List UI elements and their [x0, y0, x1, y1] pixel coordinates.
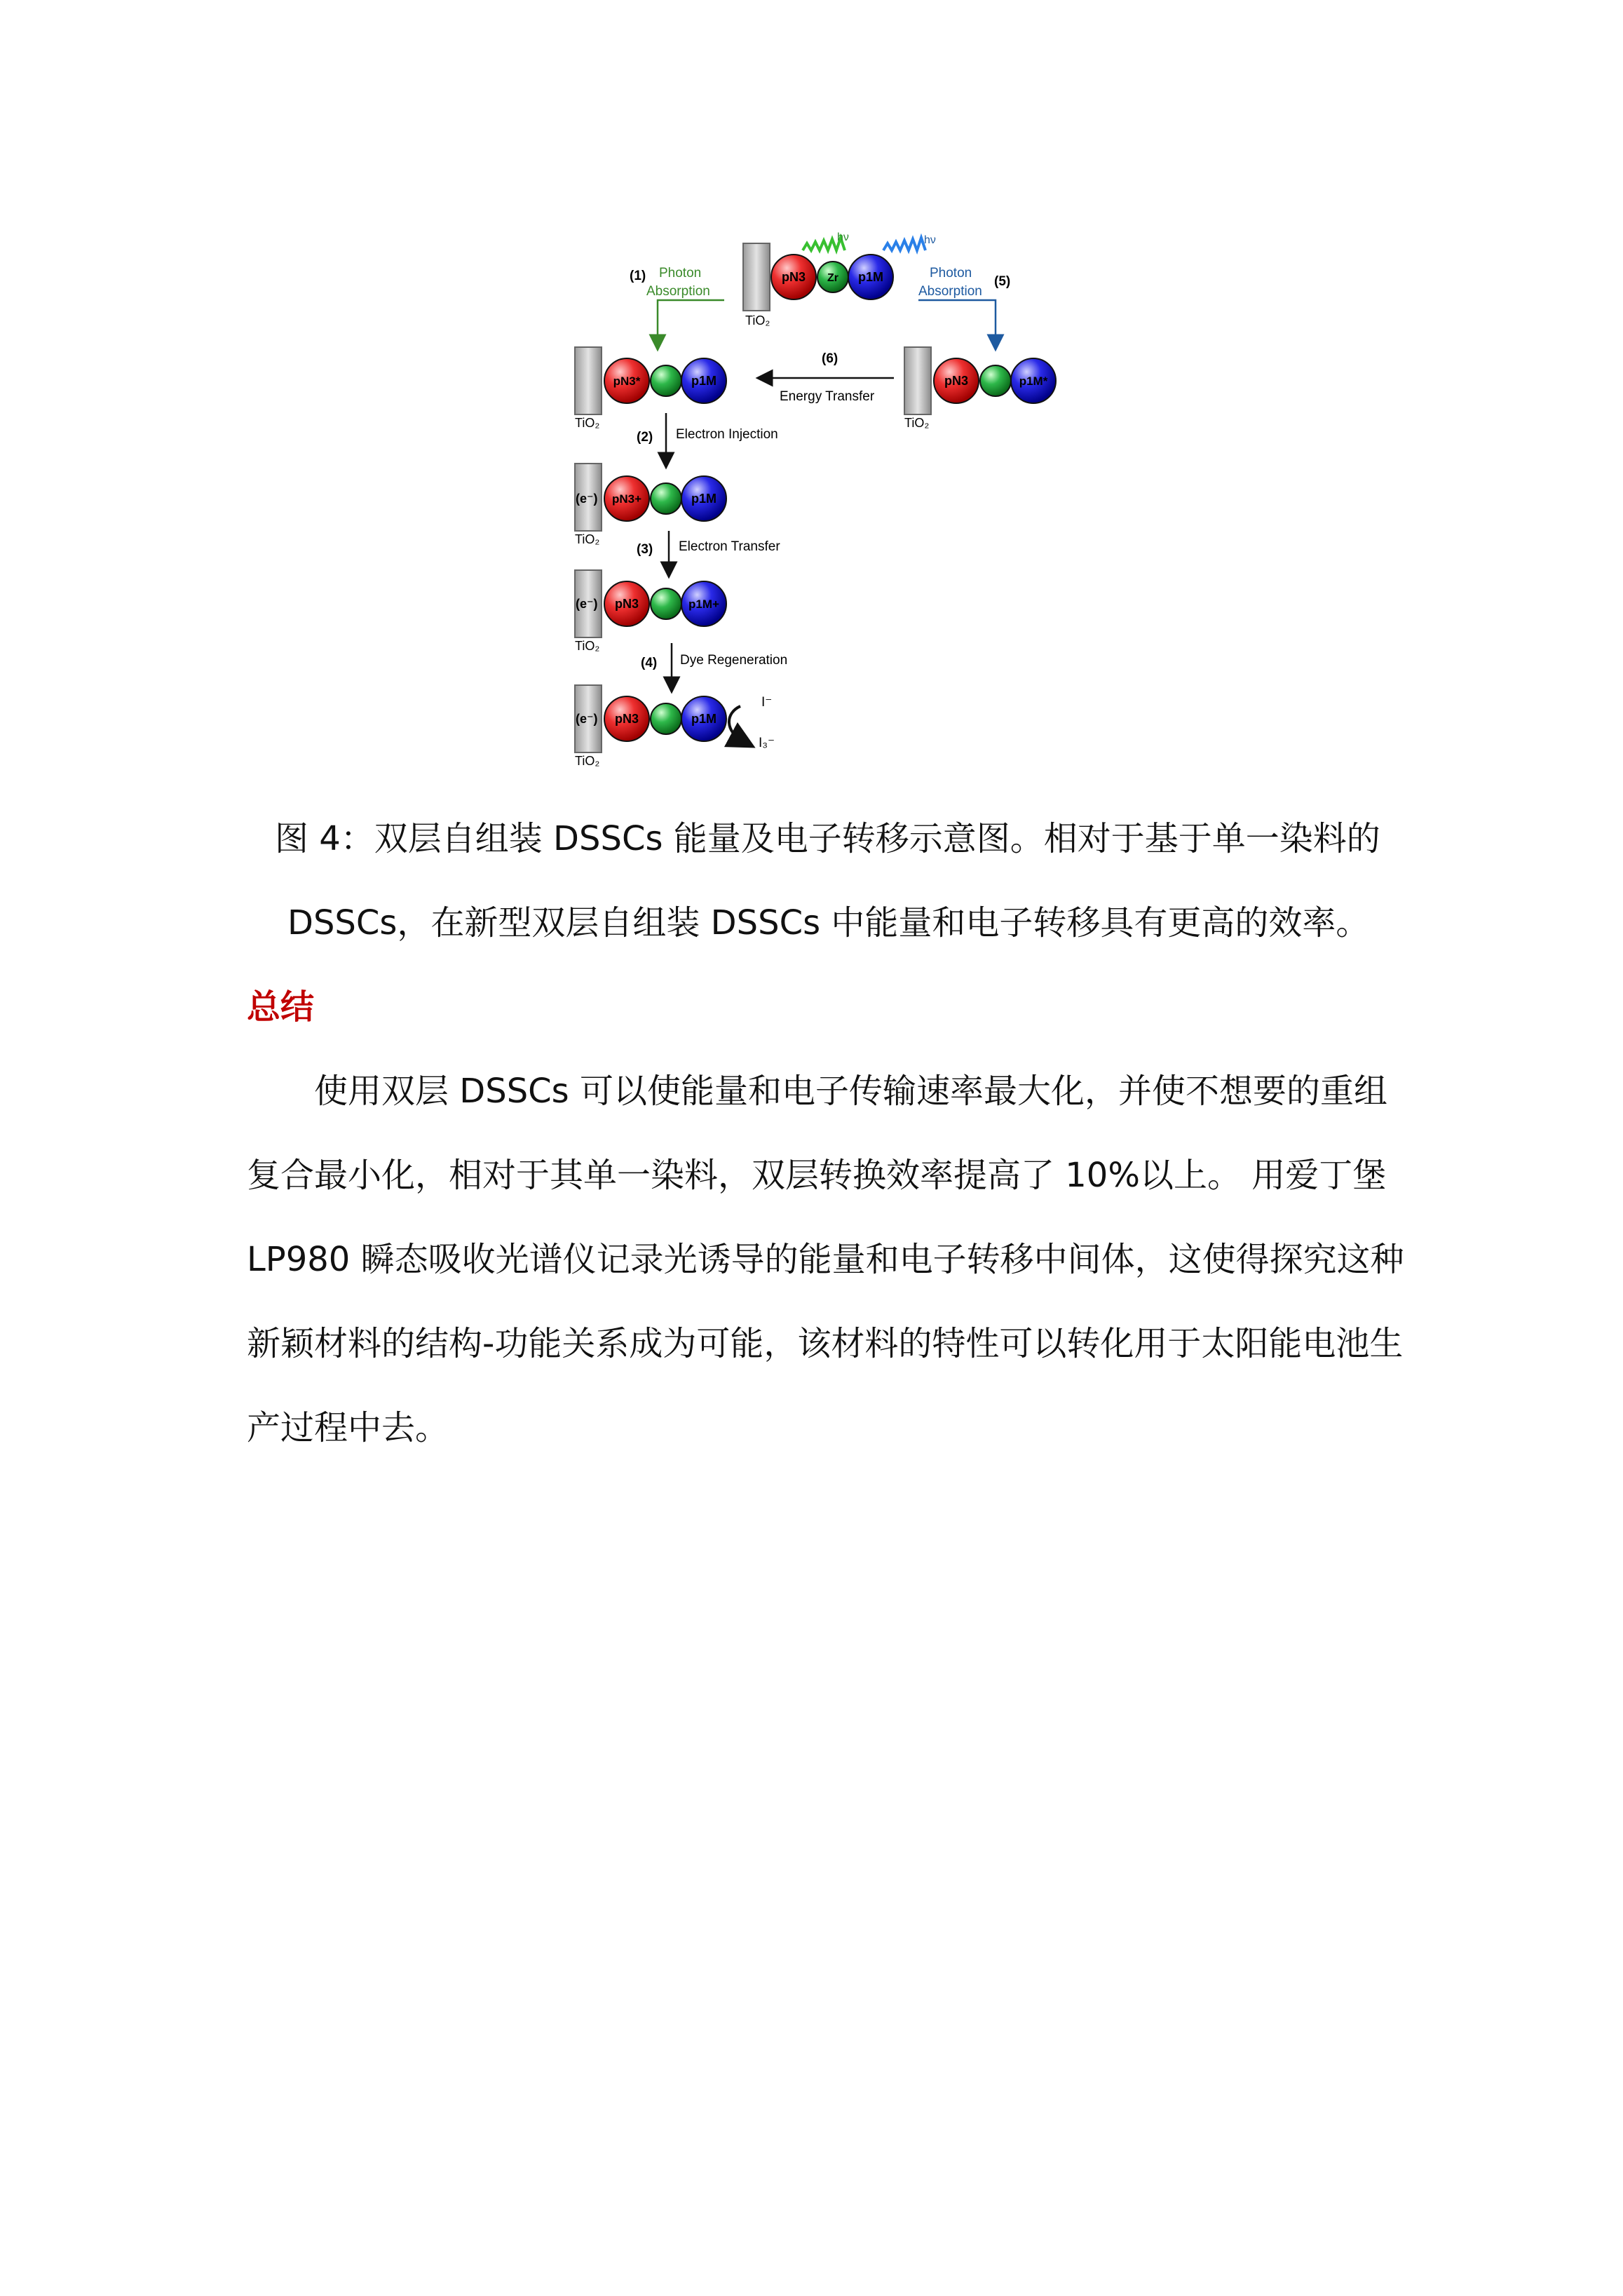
step6-number: (6) — [822, 351, 838, 366]
step4-text: Dye Regeneration — [680, 653, 788, 668]
regenerated-assembly — [575, 685, 775, 768]
pn3-star-label: pN3* — [613, 374, 641, 388]
p1m-plus-label: p1M+ — [688, 597, 719, 611]
tio2-slab — [743, 243, 770, 311]
step3-text: Electron Transfer — [679, 539, 780, 554]
iodide-label: I⁻ — [761, 695, 773, 710]
pn3-label: pN3 — [614, 712, 639, 726]
step5-arrow — [918, 300, 996, 343]
tio2-slab — [575, 347, 602, 414]
figure-caption-line-1: 图 4：双层自组装 DSSCs 能量及电子转移示意图。相对于基于单一染料的 — [275, 819, 1380, 858]
step4-number: (4) — [641, 656, 658, 670]
step6-text: Energy Transfer — [780, 389, 875, 404]
p1m-label: p1M — [691, 374, 717, 388]
step1-arrow — [658, 300, 724, 343]
step5-text-b: Absorption — [918, 284, 982, 299]
tio2-label: TiO₂ — [575, 416, 600, 430]
p1m-label: p1M — [858, 270, 883, 284]
excited-pn3-assembly — [575, 347, 726, 430]
tio2-label: TiO₂ — [575, 639, 600, 653]
regeneration-curved-arrow — [729, 706, 743, 741]
zr-ball — [651, 483, 681, 514]
zr-ball — [651, 588, 681, 619]
hv-label-green: hν — [837, 231, 849, 243]
summary-line-4: 新颖材料的结构-功能关系成为可能，该材料的特性可以转化用于太阳能电池生 — [247, 1324, 1404, 1363]
figure-caption-line-2: DSSCs，在新型双层自组装 DSSCs 中能量和电子转移具有更高的效率。 — [287, 903, 1370, 943]
step2-number: (2) — [637, 430, 653, 445]
electron-label: (e⁻) — [576, 597, 598, 611]
dssc-energy-electron-transfer-diagram — [554, 207, 1087, 782]
step1-number: (1) — [630, 269, 646, 283]
pn3-label: pN3 — [614, 597, 639, 611]
pn3-label: pN3 — [944, 374, 969, 388]
summary-line-1: 使用双层 DSSCs 可以使能量和电子传输速率最大化，并使不想要的重组 — [314, 1072, 1387, 1111]
section-heading: 总结 — [247, 987, 315, 1027]
p1m-label: p1M — [691, 712, 717, 726]
top-dye-assembly — [743, 231, 936, 327]
summary-line-5: 产过程中去。 — [247, 1408, 449, 1447]
excited-p1m-assembly — [904, 347, 1056, 430]
injected-assembly — [575, 464, 726, 546]
p1m-label: p1M — [691, 492, 717, 506]
zr-ball — [651, 703, 681, 734]
tio2-slab — [904, 347, 931, 414]
electron-label: (e⁻) — [576, 492, 598, 506]
step5-text-a: Photon — [930, 266, 972, 281]
pn3-plus-label: pN3+ — [611, 492, 642, 506]
p1m-star-label: p1M* — [1019, 374, 1048, 388]
tio2-label: TiO₂ — [745, 313, 770, 327]
tio2-label: TiO₂ — [575, 532, 600, 546]
triiodide-label: I₃⁻ — [759, 736, 775, 750]
step1-text-a: Photon — [659, 266, 702, 281]
blue-photon-wave — [883, 238, 925, 250]
summary-line-3: LP980 瞬态吸收光谱仪记录光诱导的能量和电子转移中间体，这使得探究这种 — [247, 1240, 1404, 1279]
summary-line-2: 复合最小化，相对于其单一染料，双层转换效率提高了 10%以上。 用爱丁堡 — [247, 1156, 1387, 1195]
tio2-label: TiO₂ — [904, 416, 930, 430]
hv-label-blue: hν — [924, 234, 936, 246]
step2-text: Electron Injection — [676, 427, 778, 442]
step1-text-b: Absorption — [646, 284, 710, 299]
transferred-assembly — [575, 570, 726, 653]
tio2-label: TiO₂ — [575, 754, 600, 768]
step3-number: (3) — [637, 542, 653, 557]
electron-label: (e⁻) — [576, 712, 598, 726]
zr-label: Zr — [827, 272, 838, 284]
zr-ball — [651, 365, 681, 396]
step5-number: (5) — [994, 274, 1011, 289]
zr-ball — [980, 365, 1011, 396]
pn3-label: pN3 — [781, 270, 806, 284]
